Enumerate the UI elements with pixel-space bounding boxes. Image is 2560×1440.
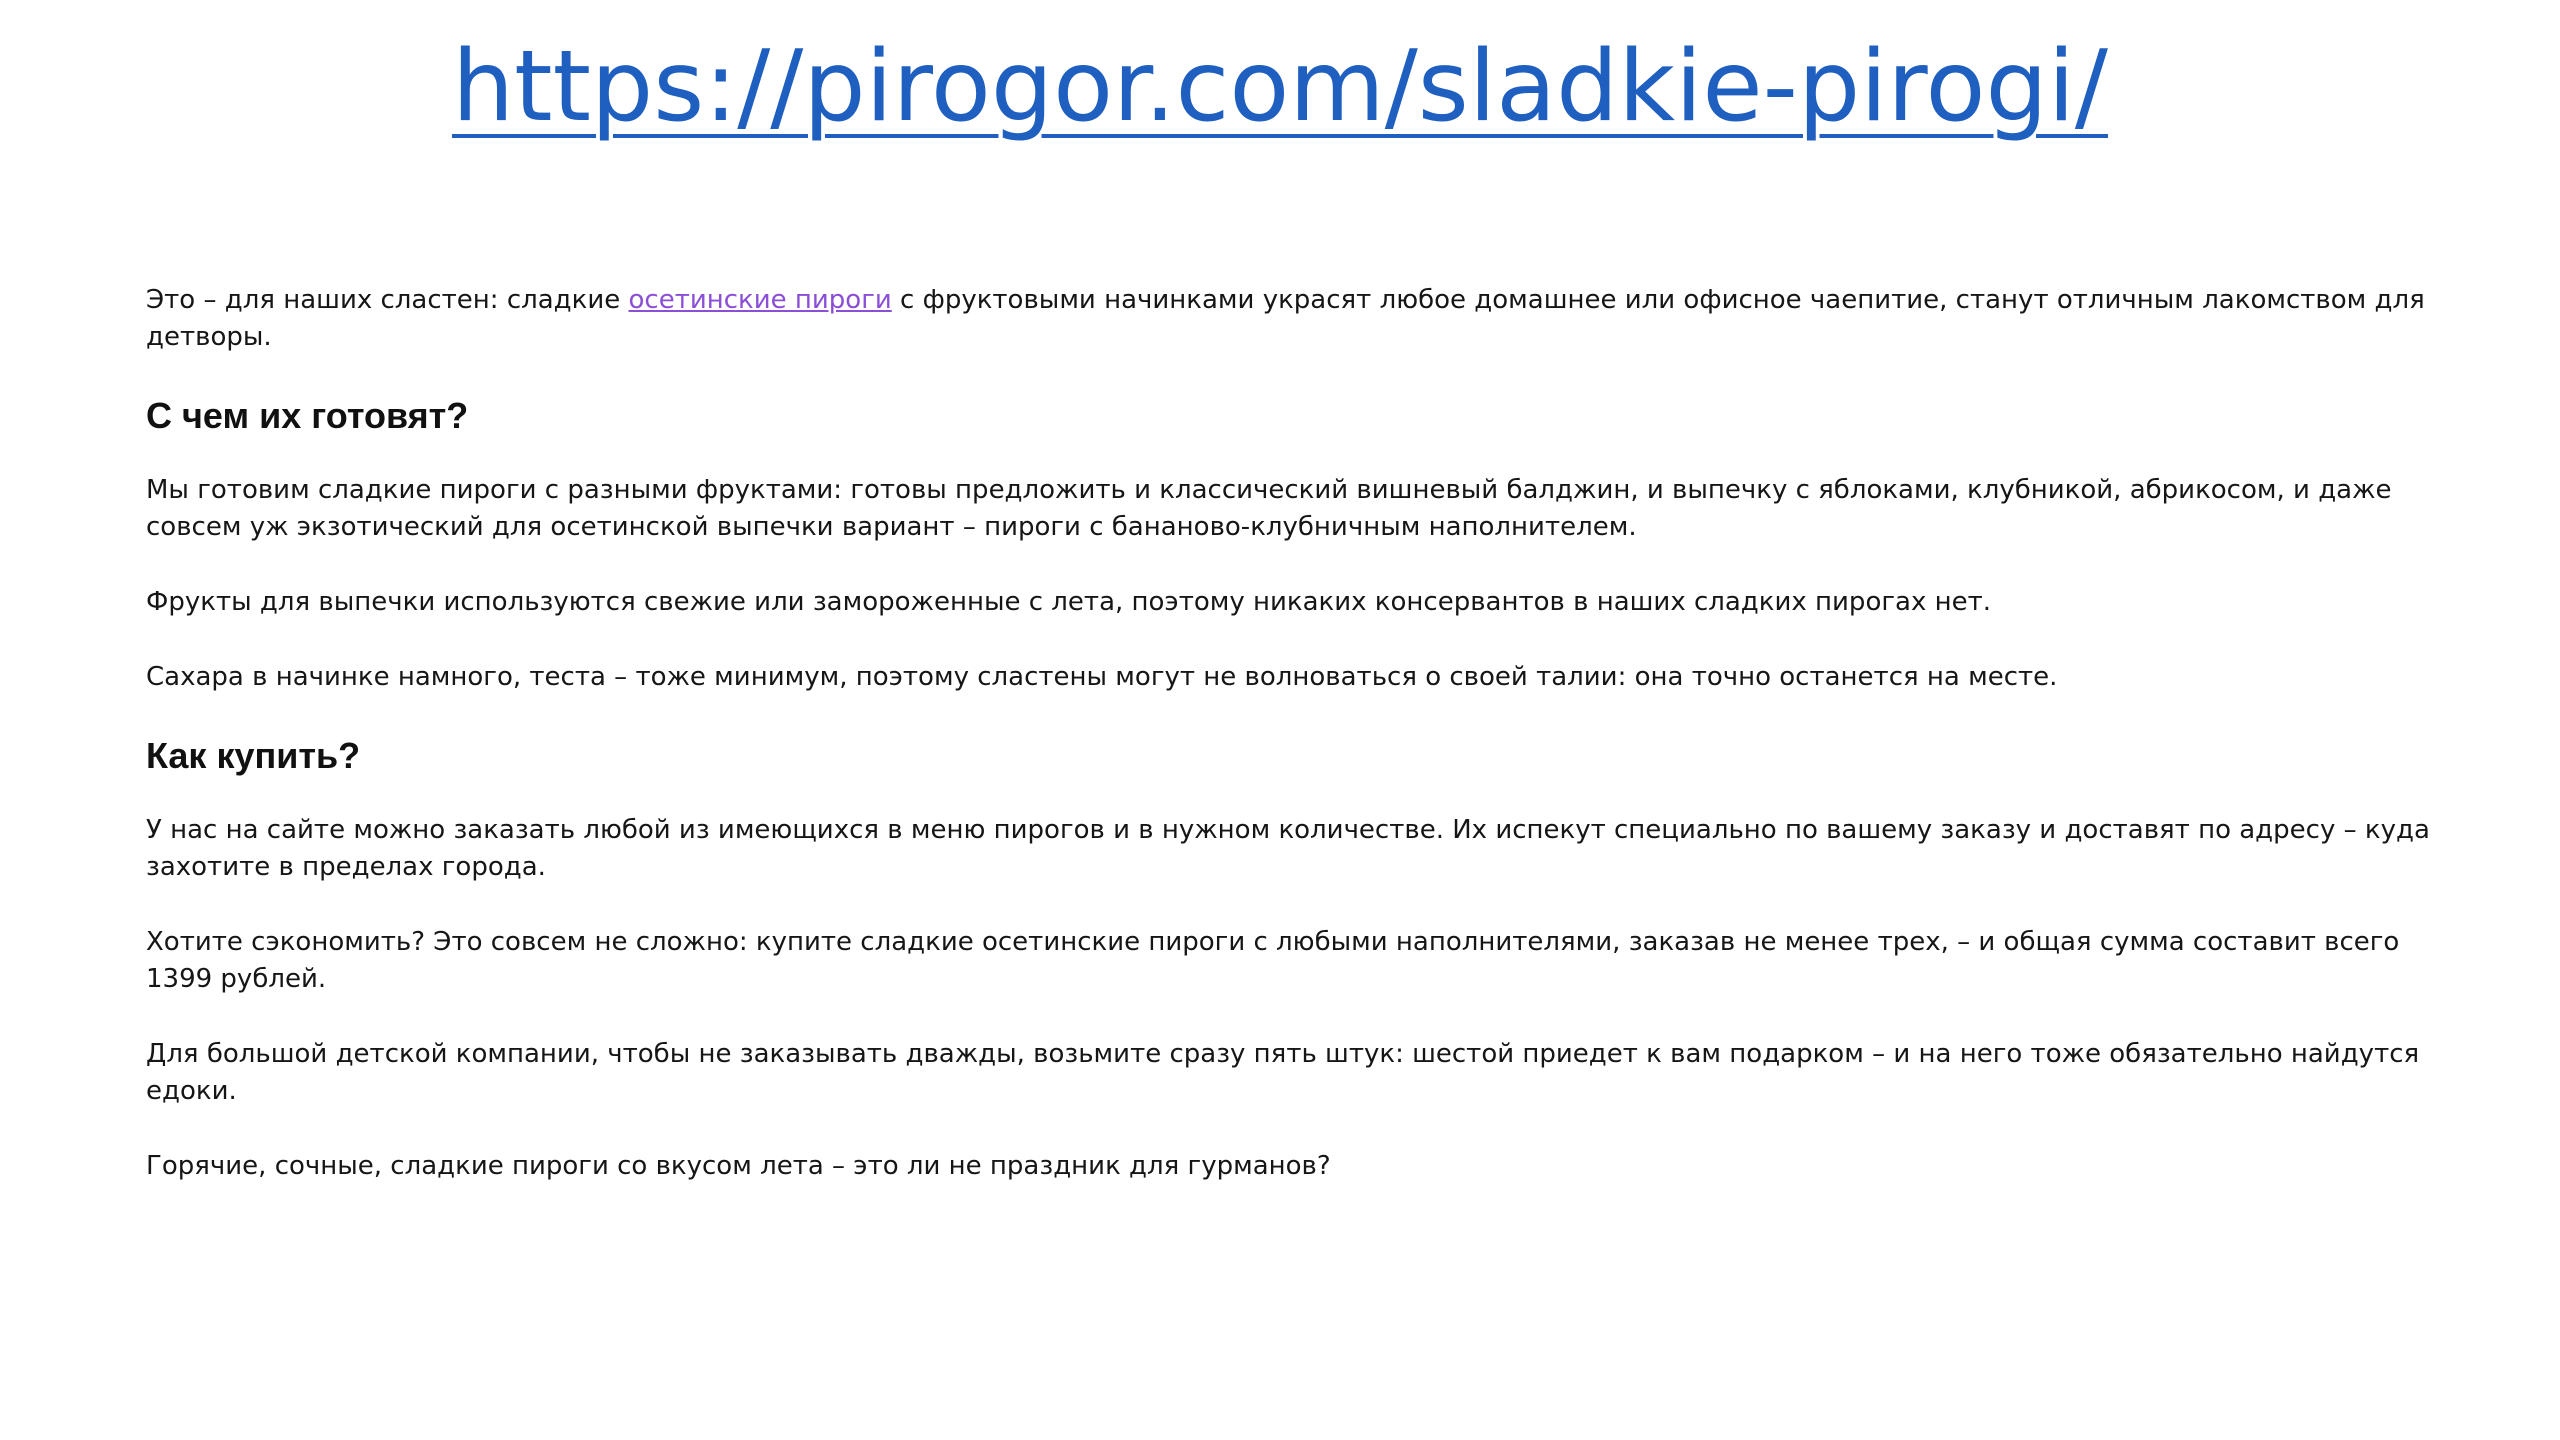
paragraph-save: Хотите сэкономить? Это совсем не сложно: купите сладкие осетинские пироги с любыми наполнителями, заказав не менее трех, – и общая сумма составит всего 1399 рублей. xyxy=(146,927,2400,994)
paragraph-fresh-fruits: Фрукты для выпечки используются свежие или замороженные с лета, поэтому никаких консервантов в наших сладких пирогах нет. xyxy=(146,587,1991,617)
ossetian-pies-link[interactable]: осетинские пироги xyxy=(628,285,892,315)
paragraph-order: У нас на сайте можно заказать любой из имеющихся в меню пирогов и в нужном количестве. Их испекут специально по вашему заказу и доставят по адресу – куда захотите в пределах города. xyxy=(146,815,2430,882)
intro-text-after: с фруктовыми начинками украсят любое домашнее или офисное чаепитие, станут отличным лакомством для детворы. xyxy=(146,285,2425,352)
title-container xyxy=(0,30,2560,144)
page-url-link[interactable]: https://pirogor.com/sladkie-pirogi/ xyxy=(452,30,2108,144)
intro-paragraph xyxy=(146,282,2466,356)
section-heading-ingredients: С чем их готовят? xyxy=(146,395,469,436)
paragraph-closing: Горячие, сочные, сладкие пироги со вкусом лета – это ли не праздник для гурманов? xyxy=(146,1151,1331,1181)
article-body xyxy=(146,282,2466,1223)
paragraph-sugar: Сахара в начинке намного, теста – тоже минимум, поэтому сластены могут не волноваться о своей талии: она точно останется на месте. xyxy=(146,662,2058,692)
intro-text-before: Это – для наших сластен: сладкие xyxy=(146,285,629,315)
paragraph-kids-company: Для большой детской компании, чтобы не заказывать дважды, возьмите сразу пять штук: шестой приедет к вам подарком – и на него тоже обязательно найдутся едоки. xyxy=(146,1039,2420,1106)
section-heading-how-to-buy: Как купить? xyxy=(146,735,361,776)
paragraph-fruits: Мы готовим сладкие пироги с разными фруктами: готовы предложить и классический вишневый балджин, и выпечку с яблоками, клубникой, абрикосом, и даже совсем уж экзотический для осетинской выпечки вариант – пироги с бананово-клубничным наполнителем. xyxy=(146,475,2392,542)
